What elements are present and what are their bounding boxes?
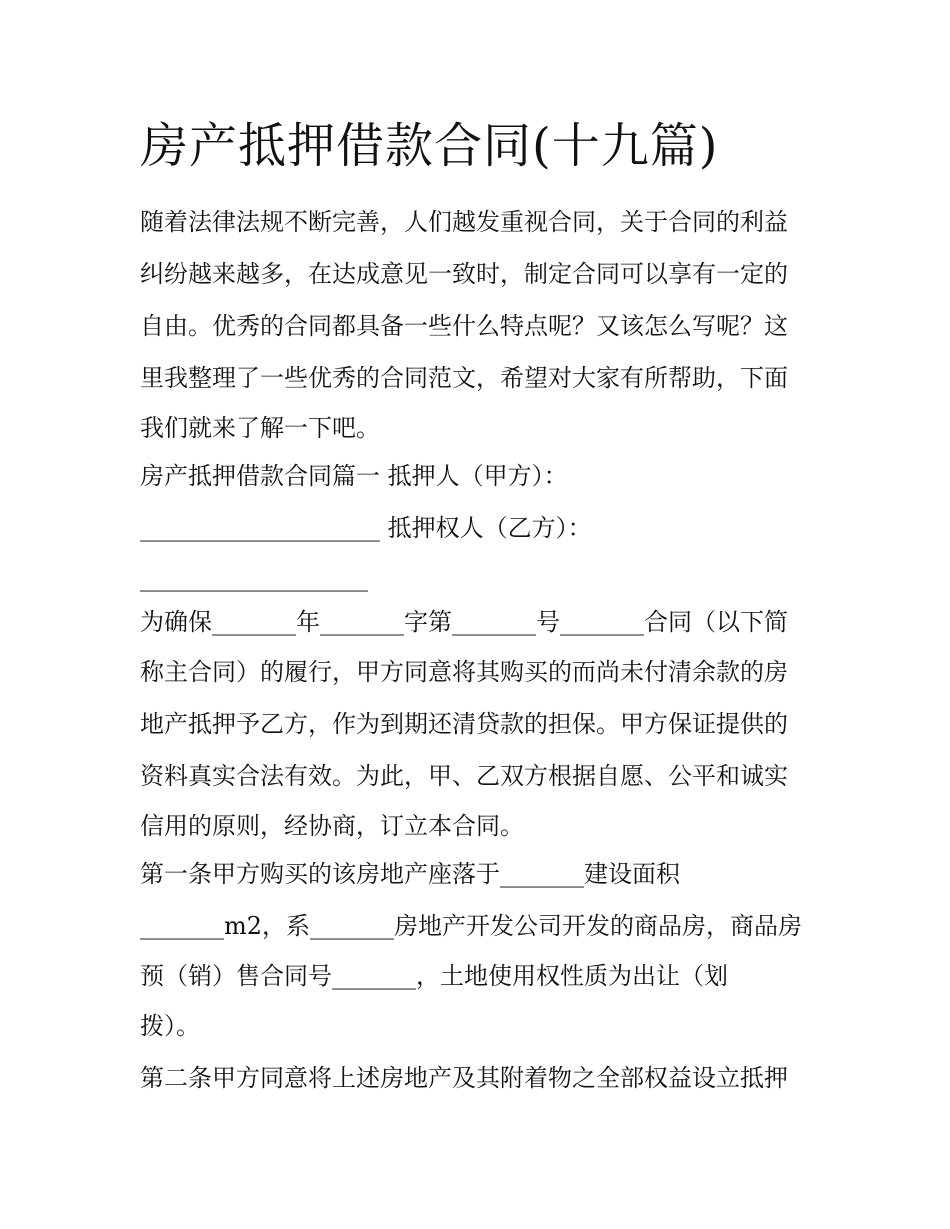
paragraph-line: 地产抵押予乙方，作为到期还清贷款的担保。甲方保证提供的 [140,710,788,738]
paragraph-line: 随着法律法规不断完善，人们越发重视合同，关于合同的利益 [140,208,788,236]
paragraph-line: ___________________ [140,564,368,592]
paragraph-line: 我们就来了解一下吧。 [140,414,380,442]
paragraph-line: 拨）。 [140,1012,200,1040]
paragraph-line: 第一条甲方购买的该房地产座落于_______建设面积 [140,860,680,888]
paragraph-line: 里我整理了一些优秀的合同范文，希望对大家有所帮助，下面 [140,364,788,392]
paragraph-line: 信用的原则，经协商，订立本合同。 [140,812,524,840]
document-title: 房产抵押借款合同(十九篇) [140,118,719,174]
paragraph-line: 纠纷越来越多，在达成意见一致时，制定合同可以享有一定的 [140,260,788,288]
paragraph-line: 为确保_______年_______字第_______号_______合同（以下简 [140,608,788,636]
paragraph-line: 自由。优秀的合同都具备一些什么特点呢？又该怎么写呢？这 [140,312,788,340]
paragraph-line: 预（销）售合同号_______，土地使用权性质为出让（划 [140,962,728,990]
paragraph-line: 第二条甲方同意将上述房地产及其附着物之全部权益设立抵押 [140,1064,788,1092]
paragraph-line: ____________________ 抵押权人（乙方）： [140,514,592,542]
paragraph-line: _______m2，系_______房地产开发公司开发的商品房，商品房 [140,912,803,940]
paragraph-line: 资料真实合法有效。为此，甲、乙双方根据自愿、公平和诚实 [140,762,788,790]
paragraph-line: 房产抵押借款合同篇一 抵押人（甲方）： [140,462,568,490]
paragraph-line: 称主合同）的履行，甲方同意将其购买的而尚未付清余款的房 [140,658,788,686]
